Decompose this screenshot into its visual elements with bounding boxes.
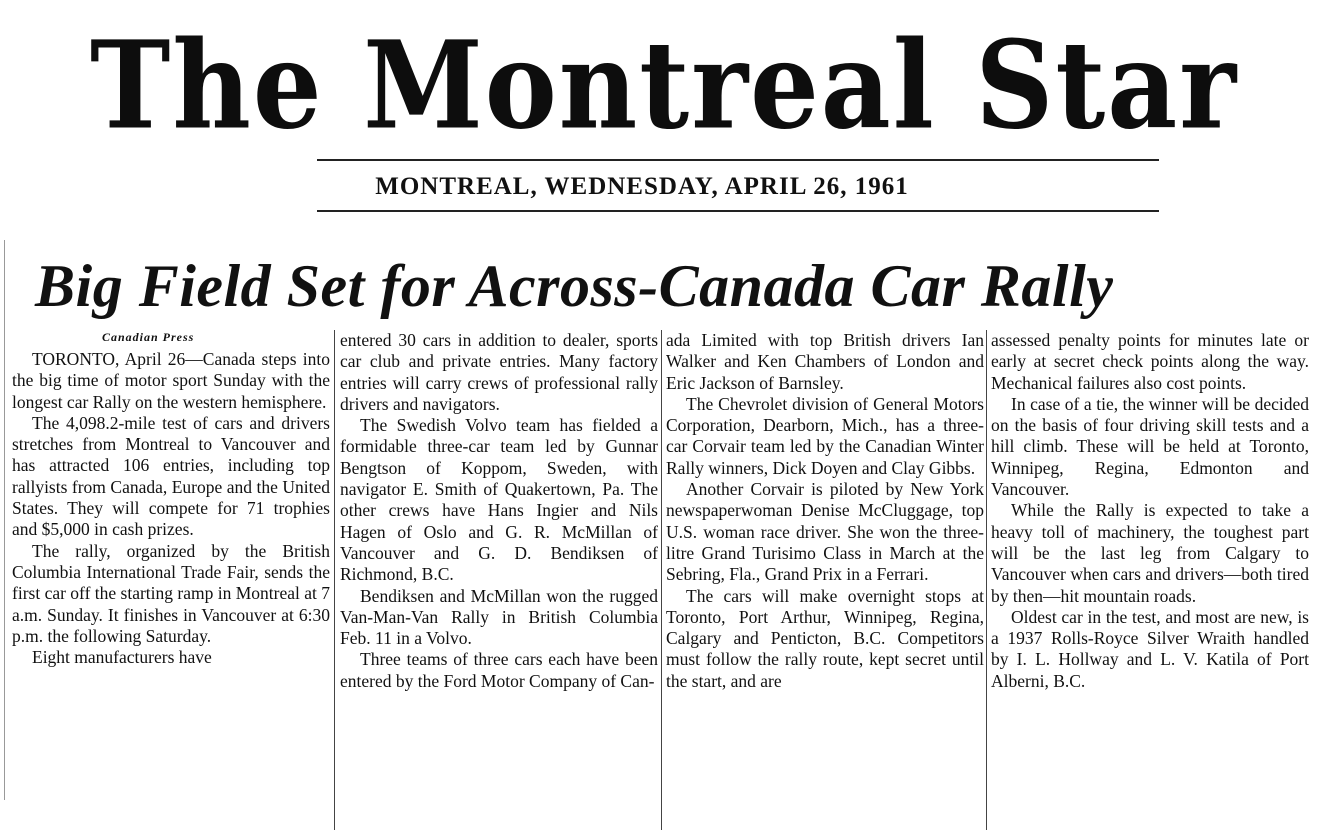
- paragraph: The cars will make overnight stops at Toronto, Port Arthur, Winnipeg, Regina, Calgary and Penticton, B.C. Competitors must follow the rally route, kept secret until the start, and are: [666, 585, 984, 691]
- paragraph: assessed penalty points for minutes late or early at secret check points along the way. Mechanical failures also cost points.: [991, 330, 1309, 393]
- column-separator: [661, 330, 662, 830]
- paragraph: Eight manufacturers have: [32, 647, 212, 668]
- page-margin-line: [4, 240, 5, 800]
- paragraph: The Swedish Volvo team has fielded a formidable three-car team led by Gunnar Bengtson of Koppom, Sweden, with navigator E. Smith of Quakertown, Pa. The other crews have Hans Ingier and Nils Hagen of Oslo and G. R. McMillan of Vancouver and G. D. Bendiksen of Richmond, B.C.: [340, 415, 658, 585]
- article-headline: Big Field Set for Across-Canada Car Rally: [35, 253, 1114, 319]
- paragraph: entered 30 cars in addition to dealer, sports car club and private entries. Many factory entries will carry crews of professional rally drivers and navigators.: [340, 330, 658, 414]
- masthead-rule-top: [317, 159, 1159, 161]
- article-column-2: [340, 330, 658, 834]
- dateline: MONTREAL, WEDNESDAY, APRIL 26, 1961: [375, 173, 909, 200]
- paragraph: The rally, organized by the British Columbia International Trade Fair, sends the first car off the starting ramp in Montreal at 7 a.m. Sunday. It finishes in Vancouver at 6:30 p.m. the following Saturday.: [12, 540, 330, 646]
- masthead-rule-bottom: [317, 210, 1159, 212]
- column-separator: [334, 330, 335, 830]
- article-column-3: [666, 330, 984, 834]
- paragraph: The Chevrolet division of General Motors Corporation, Dearborn, Mich., has a three-car Corvair team led by the Canadian Winter Rally winners, Dick Doyen and Clay Gibbs.: [666, 393, 984, 478]
- article-column-1: [12, 330, 330, 834]
- paragraph: ada Limited with top British drivers Ian Walker and Ken Chambers of London and Eric Jackson of Barnsley.: [666, 330, 984, 393]
- column-separator: [986, 330, 987, 830]
- paragraph: Oldest car in the test, and most are new, is a 1937 Rolls-Royce Silver Wraith handled by I. L. Hollway and L. V. Katila of Port Alberni, B.C.: [991, 606, 1309, 691]
- paragraph: In case of a tie, the winner will be decided on the basis of four driving skill tests and a hill climb. These will be held at Toronto, Winnipeg, Regina, Edmonton and Vancouver.: [991, 393, 1309, 500]
- paragraph: TORONTO, April 26—Canada steps into the big time of motor sport Sunday with the longest car Rally on the western hemisphere.: [12, 349, 330, 412]
- article-byline: Canadian Press: [102, 330, 195, 344]
- masthead-title: The Montreal Star: [90, 15, 1239, 157]
- paragraph: While the Rally is expected to take a heavy toll of machinery, the toughest part will be the last leg from Calgary to Vancouver when cars and drivers—both tired by then—hit mountain roads.: [991, 500, 1309, 606]
- paragraph: Three teams of three cars each have been entered by the Ford Motor Company of Can-: [340, 649, 658, 691]
- paragraph: The 4,098.2-mile test of cars and drivers stretches from Montreal to Vancouver and has attracted 106 entries, including top rallyists from Canada, Europe and the United States. They will compete for 71 trophies and $5,000 in cash prizes.: [12, 412, 330, 540]
- article-column-4: [991, 330, 1309, 834]
- paragraph: Another Corvair is piloted by New York newspaperwoman Denise McCluggage, top U.S. woman race driver. She won the three-litre Grand Turisimo Class in March at the Sebring, Fla., Grand Prix in a Ferrari.: [666, 479, 984, 585]
- paragraph: Bendiksen and McMillan won the rugged Van-Man-Van Rally in British Columbia Feb. 11 in a Volvo.: [340, 585, 658, 649]
